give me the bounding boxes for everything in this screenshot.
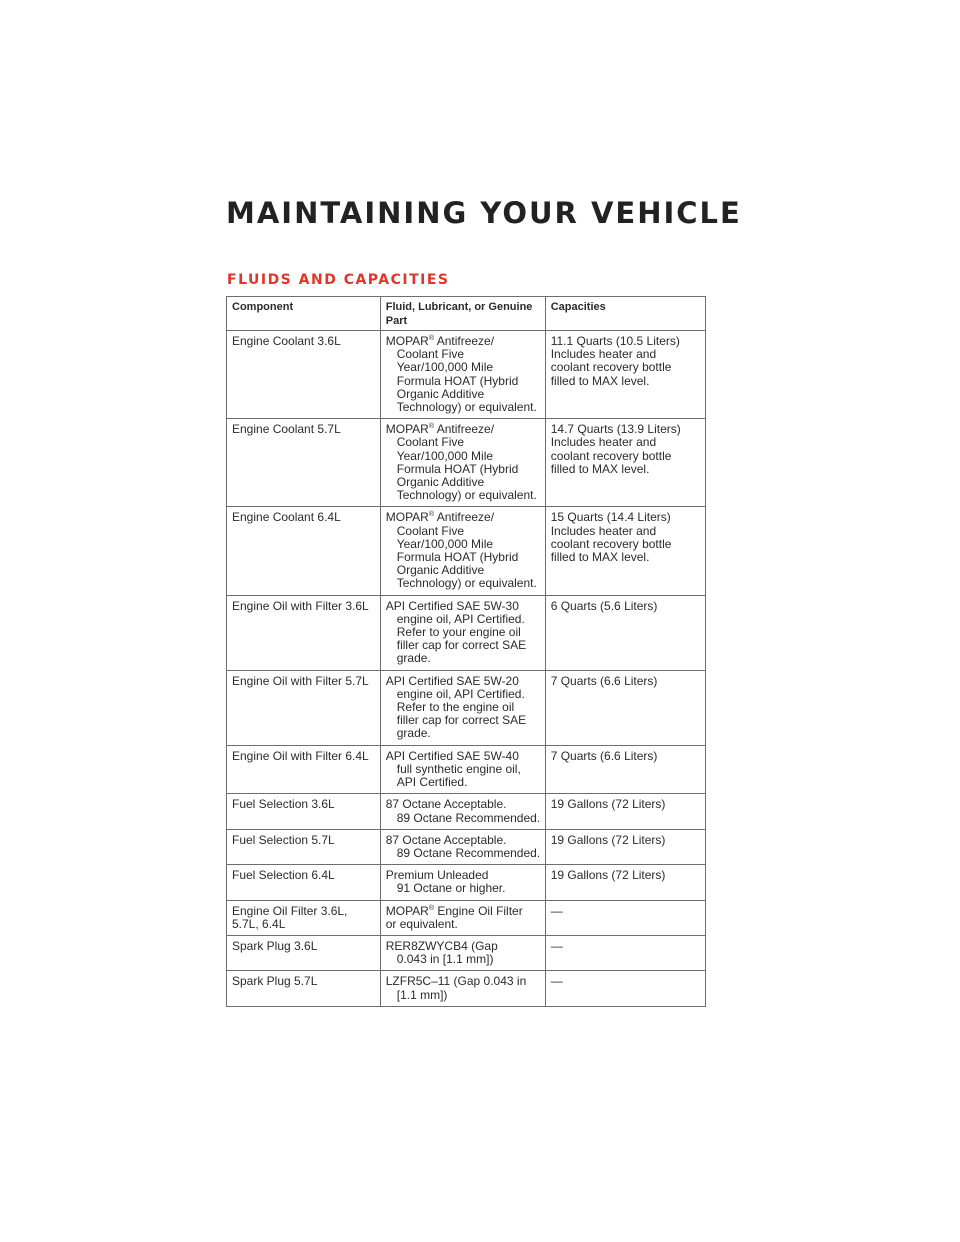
- fluid-text: MOPAR® Antifreeze/: [385, 422, 495, 437]
- component-text: Fuel Selection 5.7L: [232, 832, 335, 847]
- fluid-text: Technology) or equivalent.: [396, 400, 537, 415]
- cell-component: [227, 935, 381, 970]
- capacity-text: coolant recovery bottle: [550, 448, 672, 463]
- fluid-text: Year/100,000 Mile: [396, 536, 494, 551]
- cell-component: [227, 900, 381, 935]
- table-row: [227, 900, 706, 935]
- cell-fluid: [380, 971, 545, 1006]
- cell-fluid: [380, 331, 545, 419]
- cell-fluid: [380, 829, 545, 864]
- fluid-text: Technology) or equivalent.: [396, 576, 537, 591]
- fluid-text: Coolant Five: [396, 435, 465, 450]
- page-subtitle: FLUIDS AND CAPACITIES: [227, 272, 450, 288]
- component-text: Fuel Selection 6.4L: [232, 868, 335, 883]
- cell-fluid: [380, 794, 545, 829]
- cell-capacity: [545, 745, 705, 794]
- cell-capacity: [545, 794, 705, 829]
- component-text: Engine Oil with Filter 5.7L: [232, 673, 369, 688]
- fluid-text: Organic Additive: [396, 386, 485, 401]
- cell-fluid: [380, 507, 545, 595]
- fluid-text: 87 Octane Acceptable.: [385, 797, 507, 812]
- fluid-text: Refer to the engine oil: [396, 700, 515, 715]
- table-row: [227, 865, 706, 900]
- section-title: MAINTAINING YOUR VEHICLE: [226, 196, 742, 230]
- fluid-text: MOPAR® Antifreeze/: [385, 510, 495, 525]
- fluid-text: 89 Octane Recommended.: [396, 845, 541, 860]
- table-row: [227, 419, 706, 507]
- fluid-text: Refer to your engine oil: [396, 625, 521, 640]
- cell-capacity: [545, 829, 705, 864]
- cell-capacity: [545, 419, 705, 507]
- capacity-text: Includes heater and: [550, 523, 657, 538]
- fluid-text: grade.: [396, 651, 431, 666]
- component-text: Engine Coolant 6.4L: [232, 510, 341, 525]
- fluid-text: Organic Additive: [396, 475, 485, 490]
- cell-fluid: [380, 900, 545, 935]
- component-text: Engine Coolant 3.6L: [232, 334, 341, 348]
- capacity-text: 6 Quarts (5.6 Liters): [550, 598, 658, 613]
- capacity-text: 11.1 Quarts (10.5 Liters): [550, 334, 680, 348]
- component-text: Engine Coolant 5.7L: [232, 422, 341, 437]
- fluid-text: API Certified.: [396, 775, 468, 790]
- cell-component: [227, 670, 381, 745]
- cell-component: [227, 865, 381, 900]
- capacity-text: Includes heater and: [550, 347, 657, 362]
- cell-capacity: [545, 971, 705, 1006]
- cell-component: [227, 794, 381, 829]
- fluid-text: filler cap for correct SAE: [396, 713, 527, 728]
- fluid-text: 89 Octane Recommended.: [396, 810, 541, 825]
- table-row: [227, 745, 706, 794]
- table-row: [227, 794, 706, 829]
- fluid-text: Technology) or equivalent.: [396, 488, 537, 503]
- cell-capacity: [545, 331, 705, 419]
- capacity-text: 19 Gallons (72 Liters): [550, 797, 666, 812]
- table-row: [227, 935, 706, 970]
- table-row: [227, 507, 706, 595]
- capacity-text: 15 Quarts (14.4 Liters): [550, 510, 671, 525]
- table-body: [227, 331, 706, 1007]
- fluid-text: Formula HOAT (Hybrid: [396, 373, 519, 388]
- fluid-text: Year/100,000 Mile: [396, 448, 494, 463]
- cell-fluid: [380, 865, 545, 900]
- fluid-text: grade.: [396, 726, 431, 741]
- cell-fluid: [380, 745, 545, 794]
- registered-mark: ®: [428, 423, 435, 431]
- fluid-text: Formula HOAT (Hybrid: [396, 550, 519, 565]
- cell-capacity: [545, 595, 705, 670]
- fluid-text: Premium Unleaded: [385, 868, 489, 883]
- capacity-text: 19 Gallons (72 Liters): [550, 832, 666, 847]
- capacity-text: coolant recovery bottle: [550, 536, 672, 551]
- cell-component: [227, 971, 381, 1006]
- fluid-text: Organic Additive: [396, 563, 485, 578]
- fluid-text: full synthetic engine oil,: [396, 761, 521, 776]
- registered-mark: ®: [428, 904, 435, 912]
- fluid-text: Coolant Five: [396, 347, 465, 362]
- capacity-text: 7 Quarts (6.6 Liters): [550, 748, 658, 763]
- table-header-row: [227, 297, 706, 331]
- fluid-text: MOPAR® Antifreeze/: [385, 334, 495, 348]
- capacity-text: —: [550, 938, 563, 953]
- fluid-text: Coolant Five: [396, 523, 465, 538]
- capacity-text: filled to MAX level.: [550, 461, 650, 476]
- fluid-text: RER8ZWYCB4 (Gap: [385, 938, 498, 953]
- cell-component: [227, 507, 381, 595]
- table-row: [227, 331, 706, 419]
- component-text: Spark Plug 5.7L: [232, 974, 318, 989]
- fluid-text: 91 Octane or higher.: [396, 881, 506, 896]
- cell-component: [227, 331, 381, 419]
- cell-component: [227, 745, 381, 794]
- fluid-text: API Certified SAE 5W-30: [385, 598, 519, 613]
- fluid-text: LZFR5C–11 (Gap 0.043 in: [385, 974, 527, 989]
- cell-fluid: [380, 670, 545, 745]
- registered-mark: ®: [428, 335, 435, 342]
- component-text: 5.7L, 6.4L: [232, 916, 286, 931]
- cell-capacity: [545, 865, 705, 900]
- fluid-text: [1.1 mm]): [396, 987, 448, 1002]
- component-text: Spark Plug 3.6L: [232, 938, 318, 953]
- capacity-text: —: [550, 974, 563, 989]
- column-header-capacities: Capacities: [545, 297, 705, 331]
- cell-component: [227, 595, 381, 670]
- component-text: Engine Oil with Filter 3.6L: [232, 598, 369, 613]
- fluid-text: MOPAR® Engine Oil Filter: [385, 903, 523, 918]
- cell-fluid: [380, 419, 545, 507]
- capacity-text: filled to MAX level.: [550, 550, 650, 565]
- component-text: Engine Oil with Filter 6.4L: [232, 748, 369, 763]
- fluid-text: 87 Octane Acceptable.: [385, 832, 507, 847]
- capacity-text: 19 Gallons (72 Liters): [550, 868, 666, 883]
- cell-component: [227, 829, 381, 864]
- capacity-text: 7 Quarts (6.6 Liters): [550, 673, 658, 688]
- fluid-text: filler cap for correct SAE: [396, 638, 527, 653]
- table-row: [227, 595, 706, 670]
- fluid-text: 0.043 in [1.1 mm]): [396, 952, 494, 967]
- cell-capacity: [545, 935, 705, 970]
- column-header-component: Component: [227, 297, 381, 331]
- cell-capacity: [545, 900, 705, 935]
- table-row: [227, 829, 706, 864]
- registered-mark: ®: [428, 511, 435, 519]
- component-text: Fuel Selection 3.6L: [232, 797, 335, 812]
- component-text: Engine Oil Filter 3.6L,: [232, 903, 348, 918]
- table-row: [227, 971, 706, 1006]
- fluid-text: Year/100,000 Mile: [396, 360, 494, 375]
- fluid-text: API Certified SAE 5W-20: [385, 673, 519, 688]
- column-header-fluid: Fluid, Lubricant, or Genuine Part: [380, 297, 545, 331]
- fluid-text: or equivalent.: [385, 916, 458, 931]
- cell-capacity: [545, 670, 705, 745]
- fluid-text: API Certified SAE 5W-40: [385, 748, 519, 763]
- capacity-text: filled to MAX level.: [550, 373, 650, 388]
- cell-component: [227, 419, 381, 507]
- cell-fluid: [380, 595, 545, 670]
- capacity-text: coolant recovery bottle: [550, 360, 672, 375]
- fluid-text: engine oil, API Certified.: [396, 686, 525, 701]
- capacity-text: Includes heater and: [550, 435, 657, 450]
- fluids-capacities-table: [226, 296, 706, 1007]
- cell-capacity: [545, 507, 705, 595]
- table-row: [227, 670, 706, 745]
- cell-fluid: [380, 935, 545, 970]
- fluid-text: engine oil, API Certified.: [396, 611, 525, 626]
- capacity-text: 14.7 Quarts (13.9 Liters): [550, 422, 681, 437]
- capacity-text: —: [550, 903, 563, 918]
- fluid-text: Formula HOAT (Hybrid: [396, 461, 519, 476]
